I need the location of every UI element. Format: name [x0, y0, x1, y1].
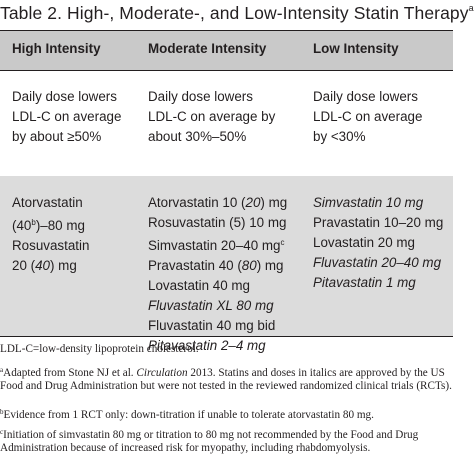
dose-high-line: LDL-C on average	[12, 109, 122, 124]
drug-simvastatin-moderate: Simvastatin 20–40 $mg^c$	[148, 238, 285, 253]
header-rule	[0, 70, 453, 71]
dose-low	[313, 87, 422, 147]
drug-fluvastatin-xl-moderate: Fluvastatin XL 80 mg	[148, 298, 274, 313]
header-moderate-intensity: Moderate Intensity	[148, 41, 267, 56]
drug-fluvastatin-low: Fluvastatin 20–40 mg	[313, 255, 442, 270]
drug-pitavastatin-moderate: Pitavastatin 2–4 mg	[148, 338, 266, 353]
drugs-low	[313, 193, 443, 293]
dose-moderate-line: about 30%–50%	[148, 129, 247, 144]
footnote-c: $^c$Initiation of simvastatin 80 mg or titration to 80 mg not recommended by the Food and Drug Administration because of increased risk for myopathy, including rhabdomyolysis.	[0, 428, 419, 455]
table-title	[0, 3, 474, 27]
drug-simvastatin-low: Simvastatin 10 mg	[313, 195, 424, 210]
header-low-intensity: Low Intensity	[313, 41, 399, 56]
drug-lovastatin-moderate: Lovastatin 40 mg	[148, 278, 250, 293]
dose-high-line: by about ≥50%	[12, 129, 102, 144]
drug-atorvastatin-name: Atorvastatin	[12, 195, 83, 210]
table-title-text: Table 2. High-, Moderate-, and Low-Intensity Statin Therapy	[0, 3, 469, 23]
dose-low-line: Daily dose lowers	[313, 89, 418, 104]
dose-moderate	[148, 87, 275, 147]
dose-high-line: Daily dose lowers	[12, 89, 117, 104]
top-rule	[0, 30, 453, 31]
footnote-abbreviation: LDL-C=low-density lipoprotein cholesterol.	[0, 343, 199, 355]
drug-rosuvastatin-dose: 20 (40) mg	[12, 258, 77, 273]
drugs-moderate	[148, 193, 287, 356]
drugs-high	[12, 193, 89, 276]
dose-moderate-line: LDL-C on average by	[148, 109, 276, 124]
dose-high	[12, 87, 121, 147]
table-title-footnote-mark: a	[468, 3, 474, 13]
drug-rosuvastatin-moderate: Rosuvastatin (5) 10 mg	[148, 215, 287, 230]
dose-low-line: LDL-C on average	[313, 109, 423, 124]
drug-fluvastatin-bid-moderate: Fluvastatin 40 mg bid	[148, 318, 276, 333]
drug-rosuvastatin-name: Rosuvastatin	[12, 238, 90, 253]
footnote-b-ref: b	[31, 218, 36, 227]
drug-pravastatin-moderate: Pravastatin 40 (80) mg	[148, 258, 284, 273]
drug-atorvastatin-dose: (40$^b$)–80 mg	[12, 218, 85, 233]
footnote-b: $^b$Evidence from 1 RCT only: down-titration if unable to tolerate atorvastatin 80 mg.	[0, 408, 374, 421]
header-high-intensity: High Intensity	[12, 41, 101, 56]
drug-pravastatin-low: Pravastatin 10–20 mg	[313, 215, 444, 230]
footnote-c-ref: c	[280, 238, 285, 247]
drug-lovastatin-low: Lovastatin 20 mg	[313, 235, 415, 250]
drug-pitavastatin-low: Pitavastatin 1 mg	[313, 275, 416, 290]
drug-atorvastatin-moderate: Atorvastatin 10 (20) mg	[148, 195, 288, 210]
footnote-a: $^a$Adapted from Stone NJ et al. Circulation 2013. Statins and doses in italics are approved by the US Food and Drug Administration but were not tested in the reviewed randomized clinical trials (RCTs).	[0, 366, 452, 393]
dose-moderate-line: Daily dose lowers	[148, 89, 253, 104]
dose-low-line: by <30%	[313, 129, 366, 144]
